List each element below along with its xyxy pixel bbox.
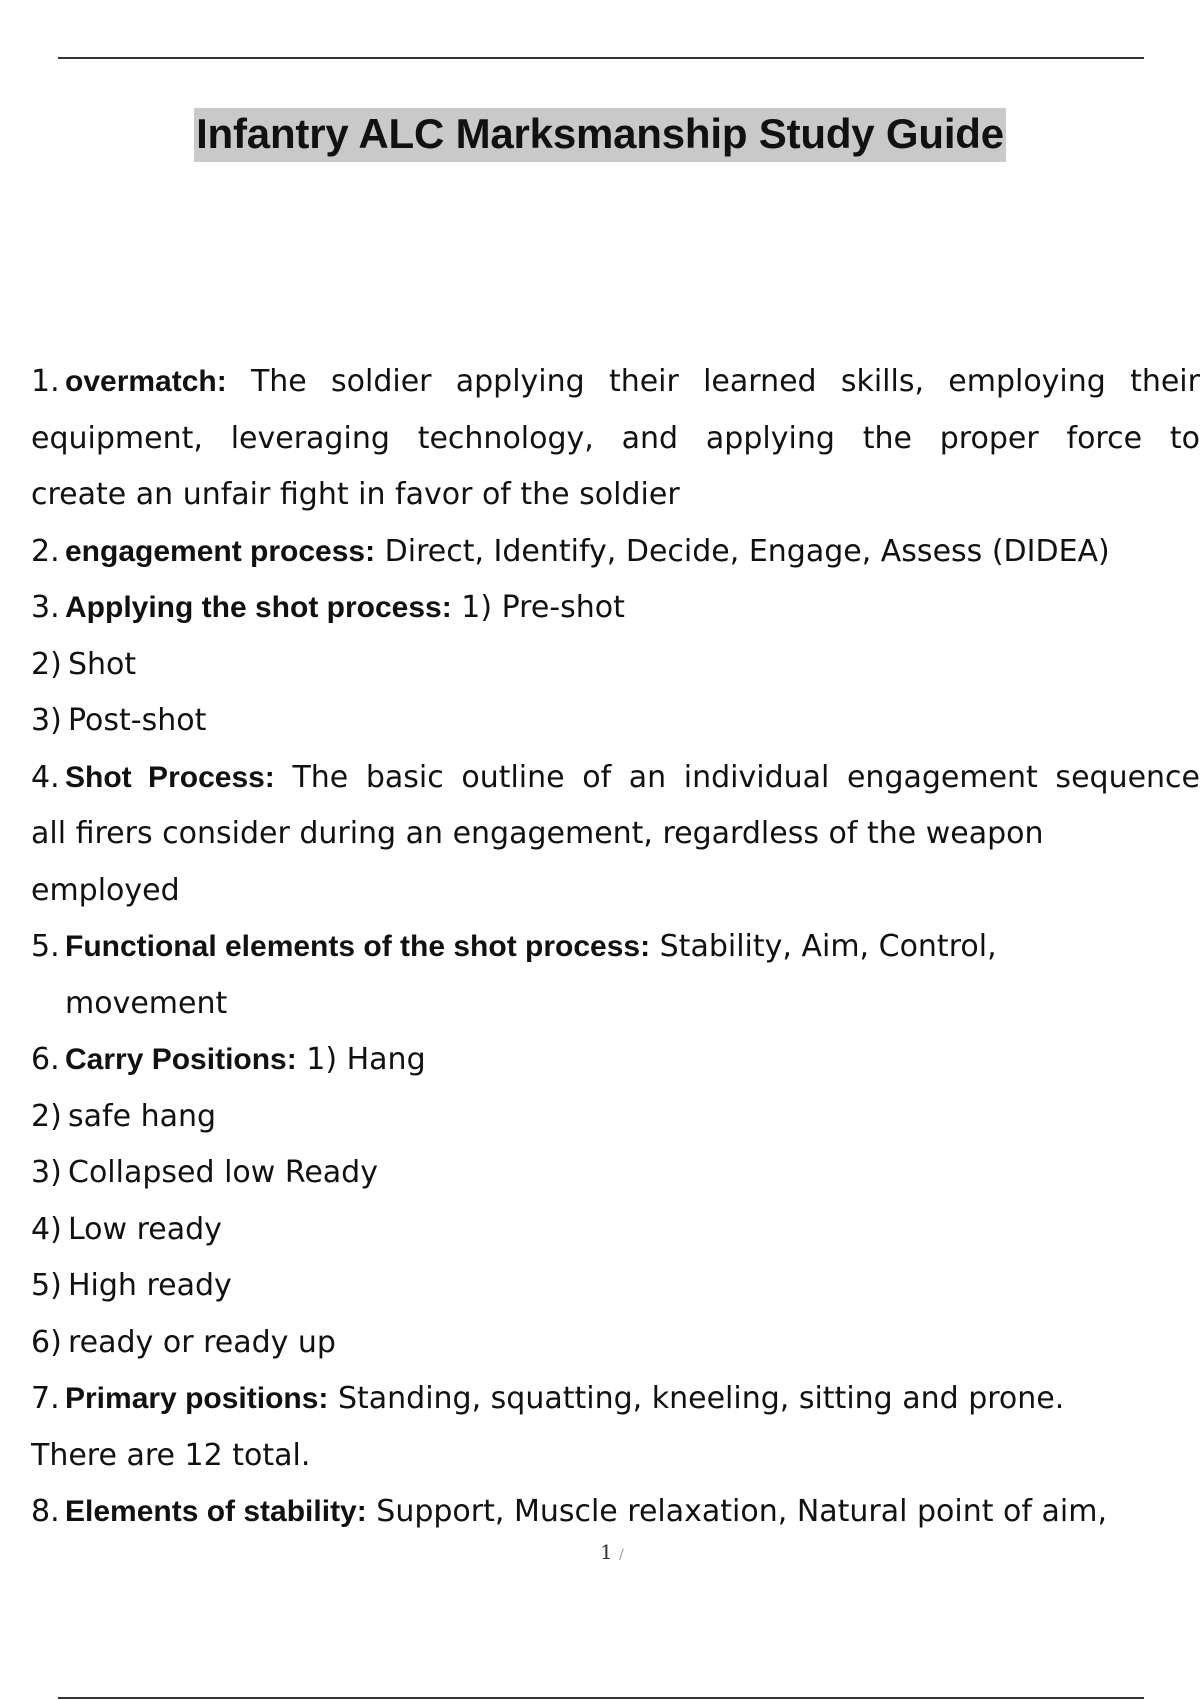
list-item-line — [31, 863, 1200, 920]
item-text: The soldier applying their learned skills, employing their — [250, 364, 1200, 399]
item-number: 7. — [31, 1381, 60, 1416]
item-number: 2. — [31, 533, 60, 569]
list-item-line — [31, 919, 1200, 976]
item-text: Direct, Identify, Decide, Engage, Assess (DIDEA) — [384, 533, 1110, 569]
sub-item-text: Collapsed low Ready — [68, 1155, 378, 1190]
sub-item-number: 6) — [31, 1324, 62, 1360]
sub-list-item — [31, 1145, 1200, 1202]
page-title: Infantry ALC Marksmanship Study Guide — [194, 108, 1006, 162]
page-number-separator: / — [619, 1547, 624, 1563]
page-number — [600, 1540, 624, 1564]
item-term: Shot Process: — [65, 760, 275, 794]
item-number: 6. — [31, 1042, 60, 1077]
sub-item-text: ready or ready up — [68, 1324, 336, 1360]
sub-item-number: 2) — [31, 646, 62, 682]
list-item-line — [31, 806, 1200, 863]
list-item-line — [31, 467, 1200, 524]
item-text: equipment, leveraging technology, and applying the proper force to — [31, 420, 1200, 456]
title-container — [0, 108, 1200, 162]
list-item-line — [31, 411, 1200, 468]
item-number: 4. — [31, 759, 60, 795]
sub-item-text: Shot — [68, 646, 137, 682]
item-term: overmatch: — [65, 365, 227, 398]
list-item-line — [31, 1371, 1200, 1428]
sub-item-text: Post-shot — [68, 703, 207, 738]
study-guide-list — [31, 354, 1200, 1541]
list-item-line — [31, 354, 1200, 411]
item-text: all firers consider during an engagement, regardless of the weapon — [31, 816, 1044, 851]
sub-list-item — [31, 1315, 1200, 1372]
item-text: 1) Hang — [306, 1042, 426, 1077]
item-term: Applying the shot process: — [65, 591, 452, 624]
item-term: Carry Positions: — [65, 1043, 297, 1076]
item-number: 1. — [31, 364, 60, 399]
sub-item-number: 3) — [31, 1155, 62, 1190]
list-item-line — [31, 1484, 1200, 1541]
list-item-line — [31, 1428, 1200, 1485]
item-number: 8. — [31, 1494, 60, 1529]
item-text: create an unfair fight in favor of the soldier — [31, 477, 680, 512]
item-text: Support, Muscle relaxation, Natural point of aim, — [376, 1494, 1107, 1529]
item-text: The basic outline of an individual engagement sequence — [292, 759, 1200, 795]
item-text: Stability, Aim, Control, — [659, 929, 997, 964]
sub-list-item — [31, 637, 1200, 694]
top-rule — [58, 57, 1144, 59]
item-text: 1) Pre-shot — [461, 590, 625, 625]
item-term: Elements of stability: — [65, 1495, 367, 1528]
page-number-value: 1 — [600, 1540, 613, 1564]
item-text: Standing, squatting, kneeling, sitting and prone. — [337, 1381, 1065, 1416]
item-number: 3. — [31, 590, 60, 625]
sub-list-item — [31, 693, 1200, 750]
item-term: engagement process: — [65, 534, 376, 568]
item-text: There are 12 total. — [31, 1437, 311, 1473]
item-text: employed — [31, 872, 180, 908]
item-term: Functional elements of the shot process: — [65, 930, 651, 963]
sub-item-text: safe hang — [68, 1098, 217, 1134]
item-text: movement — [65, 985, 228, 1021]
sub-item-number: 2) — [31, 1098, 62, 1134]
bottom-rule — [58, 1697, 1144, 1699]
list-item-line — [31, 524, 1200, 581]
sub-item-number: 3) — [31, 703, 62, 738]
list-item-line — [31, 750, 1200, 807]
list-item-line — [31, 976, 1200, 1033]
item-term: Primary positions: — [65, 1382, 329, 1415]
list-item-line — [31, 1032, 1200, 1089]
sub-item-text: High ready — [68, 1268, 232, 1303]
sub-item-number: 4) — [31, 1211, 62, 1247]
sub-item-number: 5) — [31, 1268, 62, 1303]
list-item-line — [31, 580, 1200, 637]
sub-list-item — [31, 1258, 1200, 1315]
sub-list-item — [31, 1089, 1200, 1146]
sub-list-item — [31, 1202, 1200, 1259]
item-number: 5. — [31, 929, 60, 964]
sub-item-text: Low ready — [68, 1211, 222, 1247]
